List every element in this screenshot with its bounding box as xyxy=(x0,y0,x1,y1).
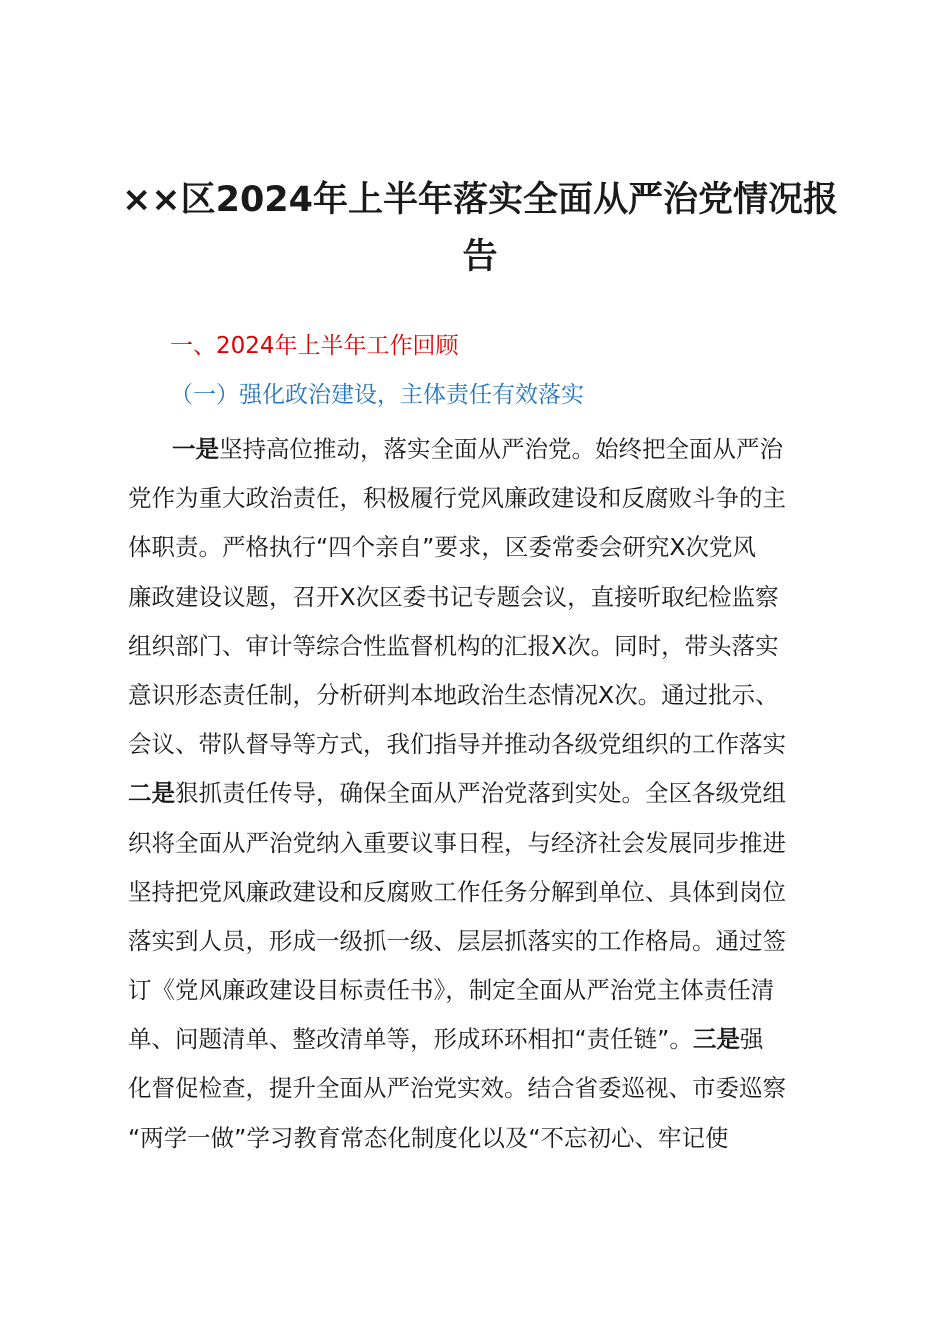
line-text: 会议、带队督导等方式，我们指导并推动各级党组织的工作落实 xyxy=(128,730,786,759)
title-line-1: ××区2024年上半年落实全面从严治党情况报 xyxy=(121,180,839,220)
line-text: 单、问题清单、整改清单等，形成环环相扣“责任链”。 xyxy=(128,1025,693,1054)
body-line xyxy=(128,720,858,769)
body-line xyxy=(128,1015,858,1064)
line-text: 订《党风廉政建设目标责任书》，制定全面从严治党主体责任清 xyxy=(128,976,775,1005)
line-text: 化督促检查，提升全面从严治党实效。结合省委巡视、市委巡察 xyxy=(128,1074,786,1103)
line-text: 组织部门、审计等综合性监督机构的汇报X次。同时，带头落实 xyxy=(128,631,779,660)
body-line xyxy=(128,1114,858,1163)
emphasis-label: 一是 xyxy=(172,435,219,463)
line-text: 坚持把党风廉政建设和反腐败工作任务分解到单位、具体到岗位 xyxy=(128,877,786,906)
document-title xyxy=(110,172,850,286)
body-text xyxy=(128,425,858,1163)
body-line xyxy=(128,769,858,818)
subsection-heading: （一）强化政治建设，主体责任有效落实 xyxy=(170,382,584,408)
body-line xyxy=(128,425,858,474)
emphasis-label: 三是 xyxy=(692,1025,740,1054)
line-text: 强 xyxy=(739,1025,764,1054)
body-line xyxy=(128,1064,858,1113)
body-line xyxy=(128,671,858,720)
line-text: 党作为重大政治责任，积极履行党风廉政建设和反腐败斗争的主 xyxy=(128,484,786,513)
body-line xyxy=(128,622,858,671)
section-heading: 一、2024年上半年工作回顾 xyxy=(170,333,459,359)
line-text: 狠抓责任传导，确保全面从严治党落到实处。全区各级党组 xyxy=(175,779,786,808)
body-line xyxy=(128,523,858,572)
line-text: 落实到人员，形成一级抓一级、层层抓落实的工作格局。通过签 xyxy=(128,926,786,955)
body-line xyxy=(128,917,858,966)
body-line xyxy=(128,868,858,917)
line-text: 体职责。严格执行“四个亲自”要求，区委常委会研究X次党风 xyxy=(128,533,756,562)
body-line xyxy=(128,573,858,622)
line-text: 意识形态责任制，分析研判本地政治生态情况X次。通过批示、 xyxy=(128,680,779,709)
line-text: 织将全面从严治党纳入重要议事日程，与经济社会发展同步推进 xyxy=(128,828,786,857)
line-text: 廉政建设议题，召开X次区委书记专题会议，直接听取纪检监察 xyxy=(128,582,779,611)
body-line xyxy=(128,966,858,1015)
body-line xyxy=(128,819,858,868)
line-text: 坚持高位推动，落实全面从严治党。始终把全面从严治 xyxy=(219,435,783,463)
body-line xyxy=(128,474,858,523)
title-line-2: 告 xyxy=(462,237,498,277)
line-text: “两学一做”学习教育常态化制度化以及“不忘初心、牢记使 xyxy=(128,1123,729,1152)
emphasis-label: 二是 xyxy=(128,779,175,808)
